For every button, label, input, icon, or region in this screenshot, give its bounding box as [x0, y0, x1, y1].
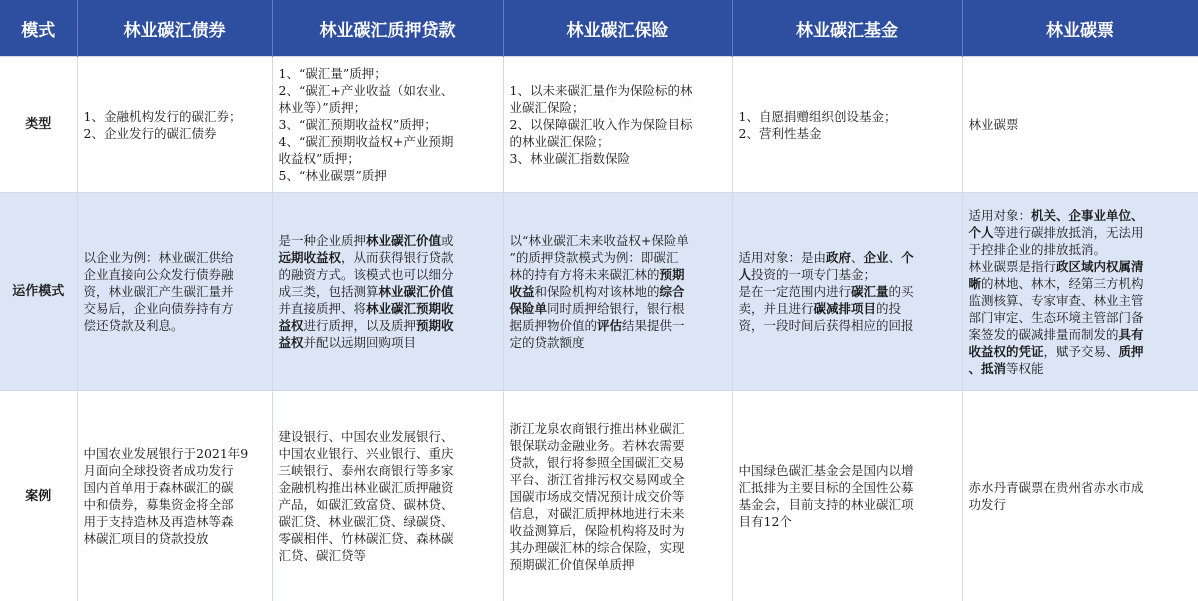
- cell-line: 于控排企业的排放抵消。: [969, 241, 1192, 258]
- emphasis-text: 益权: [279, 318, 304, 333]
- cell-line: [739, 266, 956, 283]
- cell-line: [969, 343, 1192, 360]
- emphasis-text: 政府: [826, 250, 851, 265]
- cell-line: 部门审定、生态环境主管部门备: [969, 309, 1192, 326]
- text: 和保险机构对该林地的: [535, 284, 660, 299]
- emphasis-text: 远期收益权: [279, 250, 342, 265]
- text: 适用对象：是由: [739, 250, 827, 265]
- cell-line: [969, 326, 1192, 343]
- cell-case-loan: [272, 391, 503, 601]
- cell-type-fund: [732, 57, 962, 193]
- cell-case-bond: [77, 391, 272, 601]
- cell-line: 5、“林业碳票”质押: [279, 167, 497, 184]
- cell-operation-ticket: [962, 193, 1198, 391]
- text: 结果提供一: [622, 318, 685, 333]
- text: 的投: [876, 301, 901, 316]
- header-mode: 模式: [0, 0, 77, 57]
- cell-operation-bond: [77, 193, 272, 391]
- cell-line: 3、“碳汇预期收益权”质押；: [279, 116, 497, 133]
- cell-line: 以“林业碳汇未来收益权+保险单: [510, 232, 726, 249]
- text: 是在一定范围内进行: [739, 284, 852, 299]
- text: 的买: [889, 284, 914, 299]
- text: 林业碳票是指行: [969, 259, 1057, 274]
- emphasis-text: 个人: [969, 225, 994, 240]
- emphasis-text: 人: [739, 267, 752, 282]
- text: 同时质押给银行，银行根: [547, 301, 685, 316]
- cell-line: 其办理碳汇林的综合保险，实现: [510, 539, 726, 556]
- text: 适用对象：: [969, 208, 1032, 223]
- row-label-type: 类型: [0, 57, 77, 193]
- text: 并配以远期回购项目: [304, 335, 417, 350]
- emphasis-text: 机关、企事业单位、: [1031, 208, 1144, 223]
- text: 或: [441, 233, 454, 248]
- emphasis-text: 综合: [660, 284, 685, 299]
- cell-line: 碳汇贷、林业碳汇贷、绿碳贷、: [279, 513, 497, 530]
- emphasis-text: 晰: [969, 276, 982, 291]
- table-row-operation: [0, 193, 1198, 391]
- emphasis-text: 收益权的凭证: [969, 344, 1044, 359]
- emphasis-text: 政区域内权属清: [1056, 259, 1144, 274]
- emphasis-text: 预期收: [416, 318, 454, 333]
- cell-line: 1、以未来碳汇量作为保险标的林: [510, 82, 726, 99]
- cell-line: 资，林业碳汇产生碳汇量并: [84, 283, 266, 300]
- cell-line: 3、林业碳汇指数保险: [510, 150, 726, 167]
- header-ticket: 林业碳票: [962, 0, 1198, 57]
- cell-line: [510, 317, 726, 334]
- cell-line: 赤水丹青碳票在贵州省赤水市成: [969, 479, 1192, 496]
- cell-line: 基金会，目前支持的林业碳汇项: [739, 496, 956, 513]
- cell-line: 国内首单用于森林碳汇的碳: [84, 479, 266, 496]
- table-header-row: [0, 0, 1198, 57]
- cell-line: [969, 258, 1192, 275]
- text: 的林地、林木，经第三方机构: [981, 276, 1144, 291]
- cell-line: 1、自愿捐赠组织创设基金；: [739, 108, 956, 125]
- cell-line: 1、“碳汇量”质押；: [279, 65, 497, 82]
- cell-line: 中和债券，募集资金将全部: [84, 496, 266, 513]
- cell-line: 零碳相伴、竹林碳汇贷、森林碳: [279, 530, 497, 547]
- cell-type-bond: [77, 57, 272, 193]
- text: 投资的一项专门基金；: [751, 267, 876, 282]
- cell-line: 用于支持造林及再造林等森: [84, 513, 266, 530]
- cell-line: 林碳汇项目的贷款投放: [84, 530, 266, 547]
- emphasis-text: 个: [901, 250, 914, 265]
- emphasis-text: 预期: [660, 267, 685, 282]
- cell-line: [510, 300, 726, 317]
- cell-type-insurance: [503, 57, 732, 193]
- cell-line: [510, 266, 726, 283]
- cell-line: [279, 317, 497, 334]
- text: 、: [851, 250, 864, 265]
- emphasis-text: 收益: [510, 284, 535, 299]
- cell-operation-fund: [732, 193, 962, 391]
- cell-line: [279, 232, 497, 249]
- text: ，赋予交易、: [1044, 344, 1119, 359]
- cell-line: 2、“碳汇+产业收益（如农业、: [279, 82, 497, 99]
- emphasis-text: 林业碳汇价值: [366, 233, 441, 248]
- text: ，从而获得银行贷款: [341, 250, 454, 265]
- cell-line: 林业碳票: [969, 116, 1192, 133]
- text: 据质押物价值的: [510, 318, 598, 333]
- text: 案签发的碳减排量而制发的: [969, 327, 1119, 342]
- cell-line: [739, 300, 956, 317]
- cell-line: 月面向全球投资者成功发行: [84, 462, 266, 479]
- cell-line: 林业等）”质押；: [279, 99, 497, 116]
- text: 是一种企业质押: [279, 233, 367, 248]
- cell-line: 收益测算后，保险机构将及时为: [510, 522, 726, 539]
- cell-line: 监测核算、专家审查、林业主管: [969, 292, 1192, 309]
- cell-line: [969, 275, 1192, 292]
- cell-line: 业碳汇保险；: [510, 99, 726, 116]
- cell-line: 资，一段时间后获得相应的回报: [739, 317, 956, 334]
- cell-line: 银保联动金融业务。若林农需要: [510, 437, 726, 454]
- table-row-case: [0, 391, 1198, 601]
- cell-line: 4、“碳汇预期收益权+产业预期: [279, 133, 497, 150]
- cell-operation-insurance: [503, 193, 732, 391]
- cell-line: 偿还贷款及利息。: [84, 317, 266, 334]
- cell-line: [279, 283, 497, 300]
- cell-line: 国碳市场成交情况预计成交价等: [510, 488, 726, 505]
- cell-line: 1、金融机构发行的碳汇券；: [84, 108, 266, 125]
- emphasis-text: 保险单: [510, 301, 548, 316]
- cell-line: 收益权”质押；: [279, 150, 497, 167]
- cell-line: 2、企业发行的碳汇债券: [84, 125, 266, 142]
- emphasis-text: 评估: [597, 318, 622, 333]
- emphasis-text: 抵消: [981, 361, 1006, 376]
- cell-type-ticket: [962, 57, 1198, 193]
- cell-line: 中国农业银行、兴业银行、重庆: [279, 445, 497, 462]
- cell-line: 中国农业发展银行于2021年9: [84, 445, 266, 462]
- cell-line: [969, 224, 1192, 241]
- cell-line: [969, 360, 1192, 377]
- cell-line: 建设银行、中国农业发展银行、: [279, 428, 497, 445]
- emphasis-text: 林业碳汇价值: [379, 284, 454, 299]
- cell-line: ”的质押贷款模式为例：即碳汇: [510, 249, 726, 266]
- row-label-operation: 运作模式: [0, 193, 77, 391]
- emphasis-text: 益权: [279, 335, 304, 350]
- emphasis-text: 、: [969, 361, 982, 376]
- text: 、: [889, 250, 902, 265]
- cell-line: [510, 283, 726, 300]
- text: 林的持有方将未来碳汇林的: [510, 267, 660, 282]
- emphasis-text: 企业: [864, 250, 889, 265]
- cell-line: [279, 334, 497, 351]
- text: 并直接质押、将: [279, 301, 367, 316]
- text: 进行质押，以及质押: [304, 318, 417, 333]
- cell-case-insurance: [503, 391, 732, 601]
- emphasis-text: 林业碳汇预期收: [366, 301, 454, 316]
- cell-line: 交易后，企业向债券持有方: [84, 300, 266, 317]
- cell-line: [739, 249, 956, 266]
- table-row-type: [0, 57, 1198, 193]
- cell-line: 企业直接向公众发行债券融: [84, 266, 266, 283]
- cell-operation-loan: [272, 193, 503, 391]
- cell-line: 目有12个: [739, 513, 956, 530]
- header-fund: 林业碳汇基金: [732, 0, 962, 57]
- cell-line: 汇抵排为主要目标的全国性公募: [739, 479, 956, 496]
- cell-line: 以企业为例：林业碳汇供给: [84, 249, 266, 266]
- emphasis-text: 碳减排项目: [814, 301, 877, 316]
- text: 成三类，包括测算: [279, 284, 379, 299]
- cell-line: 的林业碳汇保险；: [510, 133, 726, 150]
- emphasis-text: 碳汇量: [851, 284, 889, 299]
- text: 等进行碳排放抵消，无法用: [994, 225, 1144, 240]
- header-loan: 林业碳汇质押贷款: [272, 0, 503, 57]
- cell-line: 2、营利性基金: [739, 125, 956, 142]
- cell-line: 中国绿色碳汇基金会是国内以增: [739, 462, 956, 479]
- cell-line: [279, 249, 497, 266]
- text: 卖，并且进行: [739, 301, 814, 316]
- cell-line: 浙江龙泉农商银行推出林业碳汇: [510, 420, 726, 437]
- cell-line: 汇贷、碳汇贷等: [279, 547, 497, 564]
- cell-line: [969, 207, 1192, 224]
- cell-line: [279, 300, 497, 317]
- cell-case-fund: [732, 391, 962, 601]
- cell-line: 功发行: [969, 496, 1192, 513]
- cell-line: [739, 283, 956, 300]
- row-label-case: 案例: [0, 391, 77, 601]
- cell-line: 信息，对碳汇质押林地进行未来: [510, 505, 726, 522]
- cell-line: 金融机构推出林业碳汇质押融资: [279, 479, 497, 496]
- emphasis-text: 具有: [1119, 327, 1144, 342]
- cell-line: 贷款，银行将参照全国碳汇交易: [510, 454, 726, 471]
- cell-line: 定的贷款额度: [510, 334, 726, 351]
- cell-line: 的融资方式。该模式也可以细分: [279, 266, 497, 283]
- text: 等权能: [1006, 361, 1044, 376]
- cell-line: 预期碳汇价值保单质押: [510, 556, 726, 573]
- cell-case-ticket: [962, 391, 1198, 601]
- cell-line: 2、以保障碳汇收入作为保险目标: [510, 116, 726, 133]
- header-bond: 林业碳汇债券: [77, 0, 272, 57]
- cell-line: 三峡银行、泰州农商银行等多家: [279, 462, 497, 479]
- emphasis-text: 质押: [1119, 344, 1144, 359]
- cell-line: 产品，如碳汇致富贷、碳林贷、: [279, 496, 497, 513]
- header-insurance: 林业碳汇保险: [503, 0, 732, 57]
- cell-line: 平台、浙江省排污权交易网或全: [510, 471, 726, 488]
- cell-type-loan: [272, 57, 503, 193]
